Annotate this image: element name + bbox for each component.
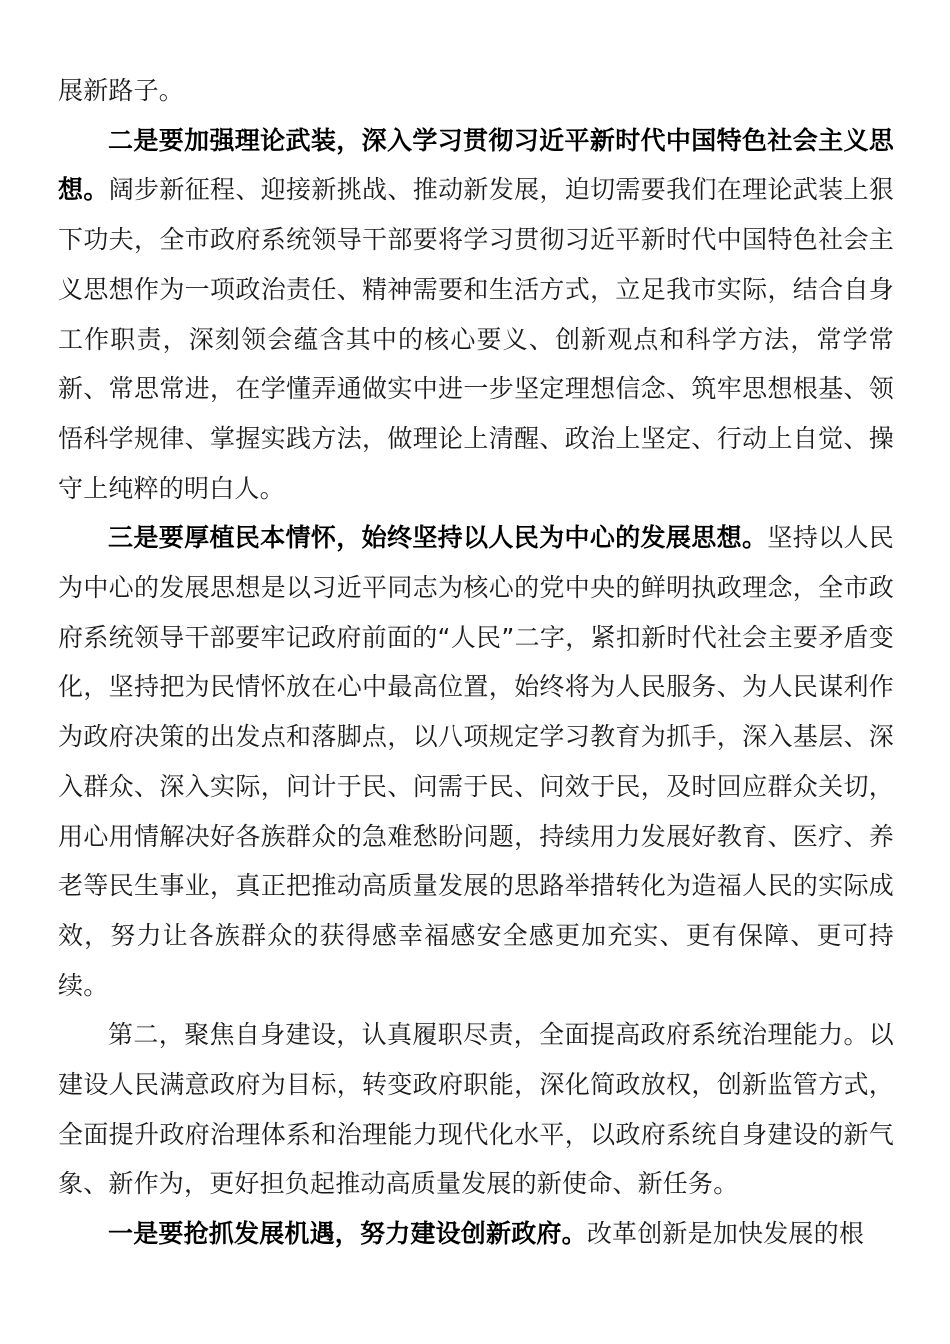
paragraph-people-centered xyxy=(58,513,894,1010)
paragraph-lead-heading: 三是要厚植民本情怀，始终坚持以人民为中心的发展思想。 xyxy=(108,523,768,553)
paragraph-body: 阔步新征程、迎接新挑战、推动新发展，迫切需要我们在理论武装上狠下功夫，全市政府系统领导干部要将学习贯彻习近平新时代中国特色社会主义思想作为一项政治责任、精神需要和生活方式，立足我市实际，结合自身工作职责，深刻领会蕴含其中的核心要义、创新观点和科学方法，常学常新、常思常进，在学懂弄通做实中进一步坚定理想信念、筑牢思想根基、领悟科学规律、掌握实践方法，做理论上清醒、政治上坚定、行动上自觉、操守上纯粹的明白人。 xyxy=(58,175,895,503)
paragraph-innovative-government xyxy=(58,1209,894,1259)
paragraph-body: 第二，聚焦自身建设，认真履职尽责，全面提高政府系统治理能力。以建设人民满意政府为目标，转变政府职能，深化简政放权，创新监管方式，全面提升政府治理体系和治理能力现代化水平，以政府系统自身建设的新气象、新作为，更好担负起推动高质量发展的新使命、新任务。 xyxy=(58,1020,894,1199)
paragraph-continuation xyxy=(58,66,894,116)
paragraph-body: 展新路子。 xyxy=(58,76,185,105)
document-body xyxy=(58,66,894,1259)
paragraph-body: 改革创新是加快发展的根 xyxy=(586,1219,865,1249)
paragraph-body: 坚持以人民为中心的发展思想是以习近平同志为核心的党中央的鲜明执政理念，全市政府系统领导干部要牢记政府前面的“人民”二字，紧扣新时代社会主要矛盾变化，坚持把为民情怀放在心中最高位置，始终将为人民服务、为人民谋利作为政府决策的出发点和落脚点，以八项规定学习教育为抓手，深入基层、深入群众、深入实际，问计于民、问需于民、问效于民，及时回应群众关切，用心用情解决好各族群众的急难愁盼问题，持续用力发展好教育、医疗、养老等民生事业，真正把推动高质量发展的思路举措转化为造福人民的实际成效，努力让各族群众的获得感幸福感安全感更加充实、更有保障、更可持续。 xyxy=(58,523,894,1000)
paragraph-lead-heading: 一是要抢抓发展机遇，努力建设创新政府。 xyxy=(108,1219,587,1249)
paragraph-self-construction xyxy=(58,1010,894,1209)
paragraph-lead-heading: 二是要加强理论武装，深入学习贯彻习近平新时代中国特色社会主义思想。 xyxy=(58,125,894,205)
paragraph-theory-arming xyxy=(58,116,894,514)
